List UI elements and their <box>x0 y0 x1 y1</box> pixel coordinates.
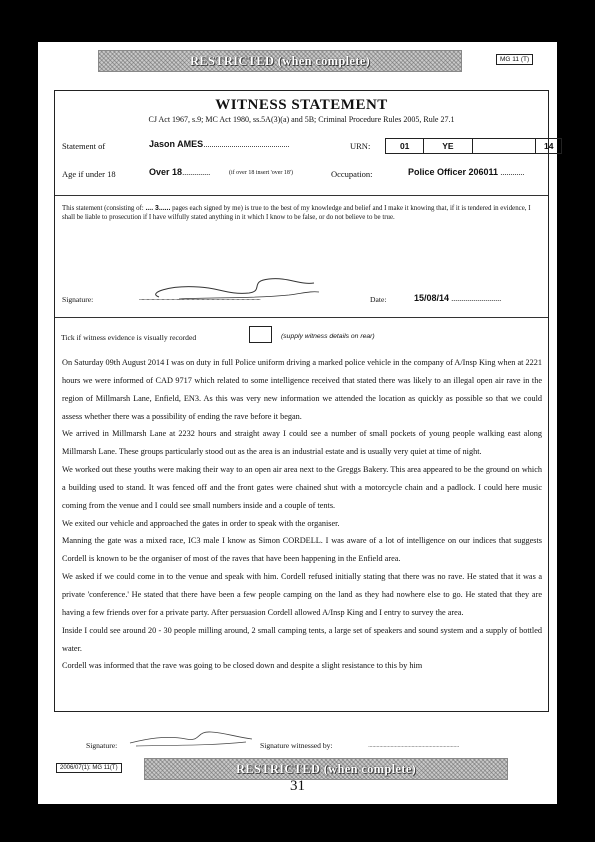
age-value: Over 18 <box>149 167 183 177</box>
dotted-leader: ......................... <box>449 293 502 303</box>
occupation-label: Occupation: <box>331 169 373 179</box>
urn-cell-1: 01 <box>386 139 424 153</box>
age-field <box>149 167 210 177</box>
urn-boxes <box>385 138 562 154</box>
age-note: (if over 18 insert 'over 18') <box>229 170 293 176</box>
statement-paragraph: Manning the gate was a mixed race, IC3 male I know as Simon CORDELL. I was aware of a lot of intelligence on our indices that suggests Cordell is known to be the organiser of most of the raves that have been happening in the Enfield area. <box>62 536 542 564</box>
signature-image <box>139 275 339 303</box>
statement-body <box>62 354 542 675</box>
age-label: Age if under 18 <box>62 169 116 179</box>
restricted-banner-bottom <box>144 758 508 780</box>
occupation-field <box>408 167 524 177</box>
signature-dotted-line: ................................................................................................. <box>139 294 261 302</box>
signature-label: Signature: <box>62 295 94 304</box>
tick-label: Tick if witness evidence is visually recorded <box>61 333 197 342</box>
visually-recorded-checkbox[interactable] <box>249 326 272 343</box>
dotted-leader: .............. <box>182 167 211 177</box>
divider <box>55 317 548 318</box>
declaration-text <box>62 205 540 222</box>
statement-of-label: Statement of <box>62 141 106 151</box>
document-page <box>38 42 557 804</box>
divider <box>55 195 548 196</box>
date-field <box>414 293 501 303</box>
restricted-banner-top <box>98 50 462 72</box>
statement-paragraph: We exited our vehicle and approached the gates in order to speak with the organiser. <box>62 518 340 528</box>
declaration-prefix: This statement (consisting of: <box>62 205 146 212</box>
date-value: 15/08/14 <box>414 293 450 303</box>
declaration-suffix: pages each signed by me) is true to the best of my knowledge and belief and I make it knowing that, if it is tendered in evidence, I shall be liable to prosecution if I have wilfully stated anything in it which I know to be false, or do not believe to be true. <box>62 205 531 221</box>
statement-of-value: Jason AMES <box>149 139 204 149</box>
page-number: 31 <box>290 778 305 794</box>
statement-of-field <box>149 139 289 149</box>
statement-frame <box>54 90 554 712</box>
statement-paragraph: We worked out these youths were making their way to an open air area next to the Greggs Bakery. This area appeared to be the ground on which a building used to stand. It was fenced off and the front gates were chained shut with a motorcycle chain and a padlock. I could here music coming from the venue and I could see small numbers inside and a couple of tents. <box>62 465 542 510</box>
statement-paragraph: We asked if we could come in to the venue and speak with him. Cordell refused initially stating that there was no rave. He stated that it was a private 'conference.' He stated that there have been a few people camping on the land as they had nowhere else to go. He stated that they are having a few friends over for a private party. After persuasion Cordell allowed A/Insp King and I entry to survey the area. <box>62 572 542 617</box>
urn-cell-3 <box>473 139 537 153</box>
urn-cell-4: 14 <box>543 141 554 151</box>
statement-paragraph: Inside I could see around 20 - 30 people milling around, 2 small camping tents, a large set of speakers and sound system and a supply of bottled water. <box>62 625 542 653</box>
form-title: WITNESS STATEMENT <box>215 97 388 113</box>
dotted-leader: ............ <box>498 167 525 177</box>
page-count: 3 <box>155 205 159 212</box>
form-subtitle: CJ Act 1967, s.9; MC Act 1980, ss.5A(3)(a) and 5B; Criminal Procedure Rules 2005, Rule 27.1 <box>148 115 455 124</box>
statement-paragraph: Cordell was informed that the rave was going to be closed down and despite a slight resistance to this by him <box>62 661 423 671</box>
occupation-value: Police Officer 206011 <box>408 167 499 177</box>
statement-paragraph: We arrived in Millmarsh Lane at 2232 hours and straight away I could see a number of small pockets of young people walking east along Millmarsh Lane. These groups particularly stood out as the area is an industrial estate and is usually very quiet at time of night. <box>62 429 542 457</box>
statement-paragraph: On Saturday 09th August 2014 I was on duty in full Police uniform driving a marked police vehicle in the company of A/Insp King when at 2221 hours we were informed of CAD 9717 which related to some intelligence received that stated there was likely to an illegal open air rave in the region of Millmarsh Lane, Enfield, EN3. As this was very new information we attended the location as quickly as possible so that we could assess whether there was a possibility of ending the rave before it began. <box>62 358 542 421</box>
footer-signature-image <box>126 727 256 749</box>
date-label: Date: <box>370 295 387 304</box>
banner-text: RESTRICTED (when complete) <box>189 53 371 68</box>
supply-details-note: (supply witness details on rear) <box>281 333 375 340</box>
form-reference: 2006/07(1): MG 11(T) <box>56 763 122 773</box>
footer-signature-label: Signature: <box>86 741 118 750</box>
witnessed-dotted-line: ................................................................. <box>368 740 459 749</box>
dotted-leader: ........................................... <box>203 139 290 149</box>
urn-cell-2: YE <box>424 139 472 153</box>
form-code: MG 11 (T) <box>496 54 533 65</box>
witnessed-label: Signature witnessed by: <box>260 741 333 750</box>
banner-text: RESTRICTED (when complete) <box>235 761 417 776</box>
declaration-pages: .... 3...... <box>145 205 171 212</box>
urn-label: URN: <box>350 141 371 151</box>
